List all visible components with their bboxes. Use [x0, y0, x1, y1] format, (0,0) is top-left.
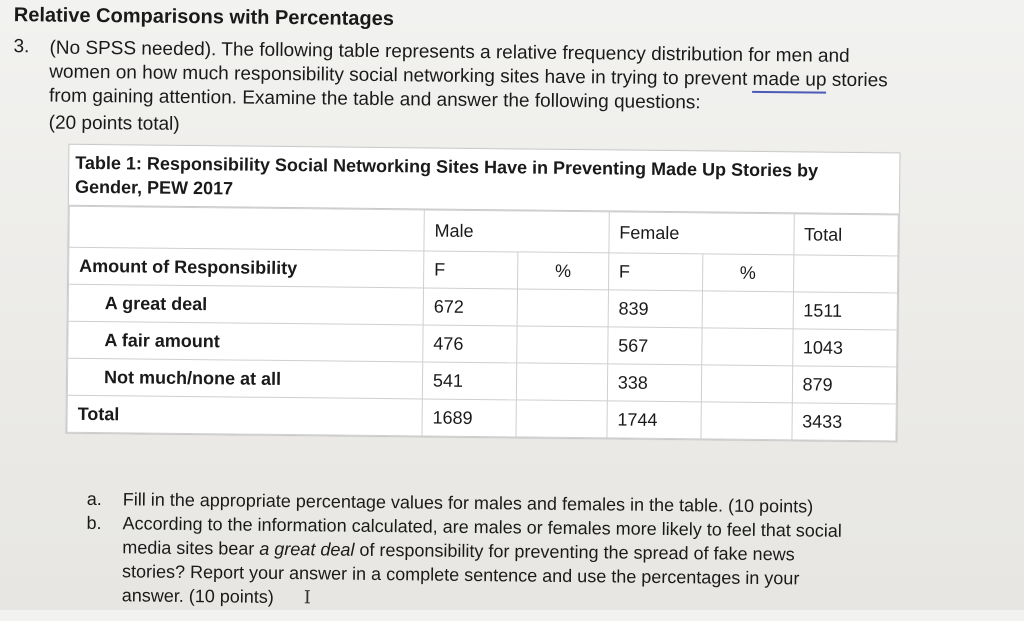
- grand-total: 3433: [791, 403, 896, 441]
- question-line-2-start: women on how much responsibility social networking sites have in trying to prevent: [49, 61, 753, 90]
- part-b-line-3: stories? Report your answer in a complete sentence and use the percentages in your: [121, 561, 800, 589]
- table-grid: [66, 206, 898, 442]
- male-percent-blank[interactable]: [517, 326, 608, 364]
- male-frequency: 476: [423, 325, 517, 363]
- part-b-line-1: According to the information calculated, are males or females more likely to feel that social: [122, 513, 842, 541]
- female-frequency: 567: [607, 327, 701, 365]
- row-total: 1043: [792, 329, 897, 367]
- table-caption: [69, 145, 900, 215]
- male-percent-blank[interactable]: [516, 363, 607, 401]
- frequency-table: [65, 144, 900, 443]
- part-b-line-4-text: answer. (10 points): [121, 585, 274, 607]
- row-total: 879: [792, 366, 897, 404]
- female-percent-blank[interactable]: [701, 365, 792, 403]
- male-total-frequency: 1689: [422, 399, 516, 437]
- header-female-f: F: [608, 253, 702, 291]
- header-female-percent: %: [702, 254, 793, 292]
- table-total-row: [67, 395, 896, 441]
- part-b-emphasis: a great deal: [259, 538, 355, 560]
- row-label: A great deal: [68, 284, 423, 325]
- row-total: 1511: [793, 292, 898, 330]
- question-parts: [86, 487, 967, 617]
- header-male-f: F: [423, 251, 517, 289]
- section-heading: Relative Comparisons with Percentages: [13, 4, 395, 31]
- header-male-percent: %: [517, 252, 608, 290]
- part-a-letter: a.: [86, 488, 102, 510]
- total-label: Total: [67, 395, 422, 436]
- female-total-percent-blank[interactable]: [701, 402, 792, 440]
- part-b-letter: b.: [86, 512, 102, 534]
- table-caption-line-1: Table 1: Responsibility Social Networking Sites Have in Preventing Made Up Stories by: [75, 152, 819, 181]
- female-percent-blank[interactable]: [701, 328, 792, 366]
- part-b: [86, 511, 967, 617]
- empty-corner-cell: [69, 206, 424, 251]
- row-label: Not much/none at all: [67, 358, 422, 399]
- part-b-line-2-end: of responsibility for preventing the spread of fake news: [354, 539, 795, 565]
- underlined-phrase: made up: [752, 69, 826, 94]
- question-line-2-end: stories: [826, 69, 888, 92]
- question-line-3: from gaining attention. Examine the table and answer the following questions:: [48, 85, 701, 114]
- male-total-percent-blank[interactable]: [516, 400, 607, 438]
- header-female: Female: [609, 212, 794, 255]
- row-label: A fair amount: [68, 321, 423, 362]
- header-amount-of-responsibility: Amount of Responsibility: [69, 247, 424, 288]
- female-frequency: 839: [608, 290, 702, 328]
- header-total-blank: [793, 255, 898, 293]
- male-frequency: 672: [423, 288, 517, 326]
- male-percent-blank[interactable]: [517, 289, 608, 327]
- female-percent-blank[interactable]: [702, 291, 793, 329]
- part-a-text: Fill in the appropriate percentage values for males and females in the table. (10 points): [122, 489, 814, 517]
- table-caption-line-2: Gender, PEW 2017: [74, 176, 234, 199]
- question-number: 3.: [13, 36, 30, 58]
- part-b-line-2-start: media sites bear: [122, 537, 260, 559]
- question-points: (20 points total): [48, 112, 180, 135]
- question-line-1: (No SPSS needed). The following table represents a relative frequency distribution for men and: [49, 37, 850, 67]
- header-total: Total: [793, 214, 898, 256]
- text-cursor-icon: I: [303, 587, 312, 609]
- female-frequency: 338: [607, 364, 701, 402]
- female-total-frequency: 1744: [607, 401, 701, 439]
- question-text: [49, 37, 980, 119]
- header-male: Male: [424, 210, 609, 253]
- male-frequency: 541: [422, 362, 516, 400]
